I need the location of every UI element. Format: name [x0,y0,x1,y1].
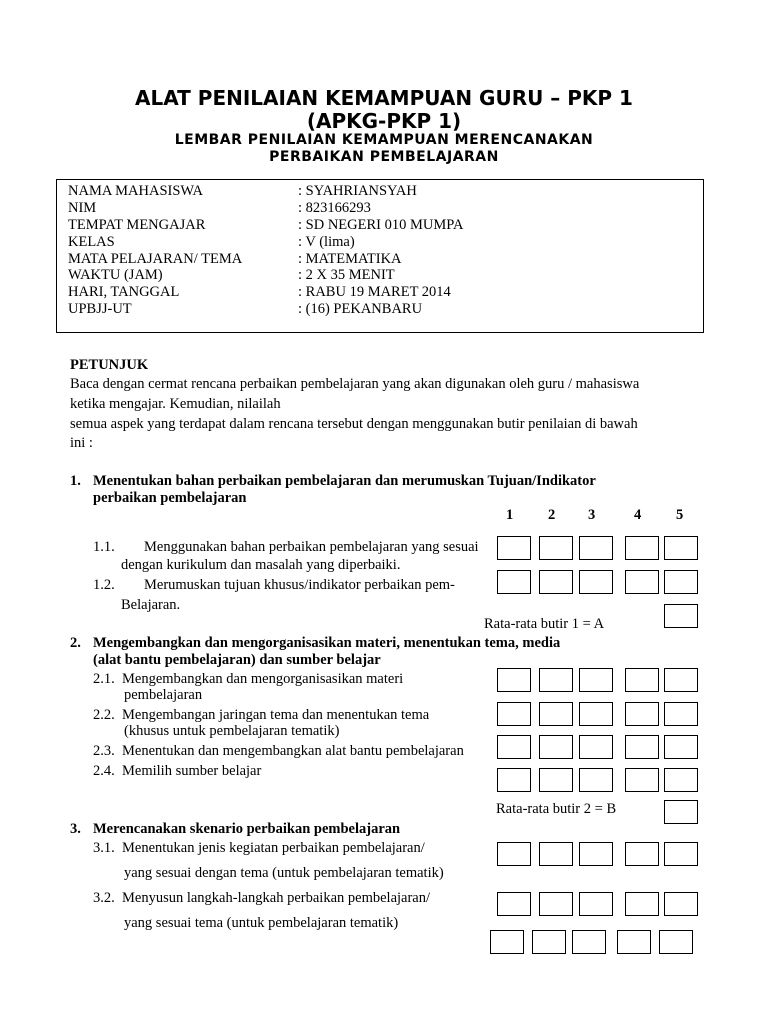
score-box[interactable] [539,842,573,866]
info-value: : 2 X 35 MENIT [298,267,395,283]
score-box[interactable] [539,570,573,594]
page-subtitle: LEMBAR PENILAIAN KEMAMPUAN MERENCANAKAN [174,132,594,148]
score-box[interactable] [539,735,573,759]
instructions-heading: PETUNJUK [70,357,149,373]
scale-label: 5 [676,507,684,523]
score-box[interactable] [625,668,659,692]
item-number: 2.4. [93,763,115,779]
section-number: 1. [70,473,81,489]
section-title: perbaikan pembelajaran [93,490,247,506]
score-box[interactable] [664,668,698,692]
score-box[interactable] [579,536,613,560]
score-box[interactable] [664,702,698,726]
score-box[interactable] [617,930,651,954]
score-box[interactable] [497,536,531,560]
item-text: Mengembangan jaringan tema dan menentukan tema [122,707,430,723]
score-box[interactable] [579,735,613,759]
score-box[interactable] [579,702,613,726]
instructions-text: ini : [70,435,93,451]
identity-box [56,179,704,333]
info-label: NAMA MAHASISWA [68,183,203,199]
score-box[interactable] [497,668,531,692]
score-box[interactable] [664,768,698,792]
score-box[interactable] [490,930,524,954]
item-text: dengan kurikulum dan masalah yang diperbaiki. [121,557,401,573]
score-box[interactable] [664,842,698,866]
score-box[interactable] [625,735,659,759]
info-label: NIM [68,200,97,216]
item-number: 2.2. [93,707,115,723]
instructions-text: ketika mengajar. Kemudian, nilailah [70,396,281,412]
item-text: Belajaran. [121,597,181,613]
info-value: : SYAHRIANSYAH [298,183,417,199]
score-box[interactable] [579,668,613,692]
item-text: Menyusun langkah-langkah perbaikan pembelajaran/ [122,890,431,906]
instructions-text: Baca dengan cermat rencana perbaikan pembelajaran yang akan digunakan oleh guru / mahasiswa [70,376,640,392]
item-text: (khusus untuk pembelajaran tematik) [124,723,340,739]
item-text: yang sesuai tema (untuk pembelajaran tematik) [124,915,399,931]
score-box[interactable] [539,668,573,692]
section-title: Mengembangkan dan mengorganisasikan materi, menentukan tema, media [93,635,561,651]
score-box[interactable] [539,702,573,726]
score-box[interactable] [664,892,698,916]
score-box[interactable] [625,702,659,726]
section-title: Menentukan bahan perbaikan pembelajaran dan merumuskan Tujuan/Indikator [93,473,596,489]
score-box[interactable] [625,536,659,560]
score-box[interactable] [539,768,573,792]
page-subtitle-line2: PERBAIKAN PEMBELAJARAN [269,149,499,165]
item-text: Menggunakan bahan perbaikan pembelajaran yang sesuai [144,539,479,555]
score-box[interactable] [579,570,613,594]
score-box[interactable] [625,768,659,792]
page-title-abbreviation: (APKG-PKP 1) [306,109,462,133]
score-box[interactable] [497,842,531,866]
score-box[interactable] [664,570,698,594]
item-number: 1.1. [93,539,115,555]
score-box[interactable] [572,930,606,954]
score-box[interactable] [579,768,613,792]
item-text: Mengembangkan dan mengorganisasikan materi [122,671,404,687]
score-box[interactable] [579,842,613,866]
scale-label: 1 [506,507,514,523]
average-box-b[interactable] [664,800,698,824]
item-text: Menentukan jenis kegiatan perbaikan pembelajaran/ [122,840,425,856]
item-text: Merumuskan tujuan khusus/indikator perbaikan pem- [144,577,455,593]
score-box[interactable] [539,536,573,560]
info-label: WAKTU (JAM) [68,267,163,283]
score-box[interactable] [539,892,573,916]
score-box[interactable] [625,892,659,916]
section-title: (alat bantu pembelajaran) dan sumber belajar [93,652,381,668]
section-title: Merencanakan skenario perbaikan pembelajaran [93,821,401,837]
item-text: pembelajaran [124,687,203,703]
average-label: Rata-rata butir 1 = A [484,616,605,632]
scale-label: 2 [548,507,556,523]
info-value: : MATEMATIKA [298,251,402,267]
scale-label: 4 [634,507,642,523]
score-box[interactable] [625,570,659,594]
score-box[interactable] [497,768,531,792]
info-label: MATA PELAJARAN/ TEMA [68,251,243,267]
page-title: ALAT PENILAIAN KEMAMPUAN GURU – PKP 1 [135,86,633,110]
item-number: 2.1. [93,671,115,687]
info-value: : SD NEGERI 010 MUMPA [298,217,464,233]
info-label: TEMPAT MENGAJAR [68,217,206,233]
item-number: 3.1. [93,840,115,856]
info-label: HARI, TANGGAL [68,284,180,300]
score-box[interactable] [625,842,659,866]
score-box[interactable] [497,570,531,594]
info-value: : V (lima) [298,234,355,250]
score-box[interactable] [497,892,531,916]
score-box[interactable] [497,702,531,726]
item-text: Memilih sumber belajar [122,763,262,779]
score-box[interactable] [579,892,613,916]
item-number: 1.2. [93,577,115,593]
info-label: KELAS [68,234,115,250]
item-text: yang sesuai dengan tema (untuk pembelajaran tematik) [124,865,444,881]
score-box[interactable] [659,930,693,954]
score-box[interactable] [497,735,531,759]
section-number: 3. [70,821,81,837]
score-box[interactable] [664,735,698,759]
info-label: UPBJJ-UT [68,301,132,317]
item-number: 2.3. [93,743,115,759]
section-number: 2. [70,635,81,651]
item-number: 3.2. [93,890,115,906]
instructions-text: semua aspek yang terdapat dalam rencana tersebut dengan menggunakan butir penilaian di bawah [70,416,638,432]
info-value: : RABU 19 MARET 2014 [298,284,451,300]
score-box[interactable] [532,930,566,954]
info-value: : (16) PEKANBARU [298,301,423,317]
info-value: : 823166293 [298,200,371,216]
item-text: Menentukan dan mengembangkan alat bantu pembelajaran [122,743,464,759]
average-box-a[interactable] [664,604,698,628]
score-box[interactable] [664,536,698,560]
scale-label: 3 [588,507,596,523]
average-label: Rata-rata butir 2 = B [496,801,617,817]
